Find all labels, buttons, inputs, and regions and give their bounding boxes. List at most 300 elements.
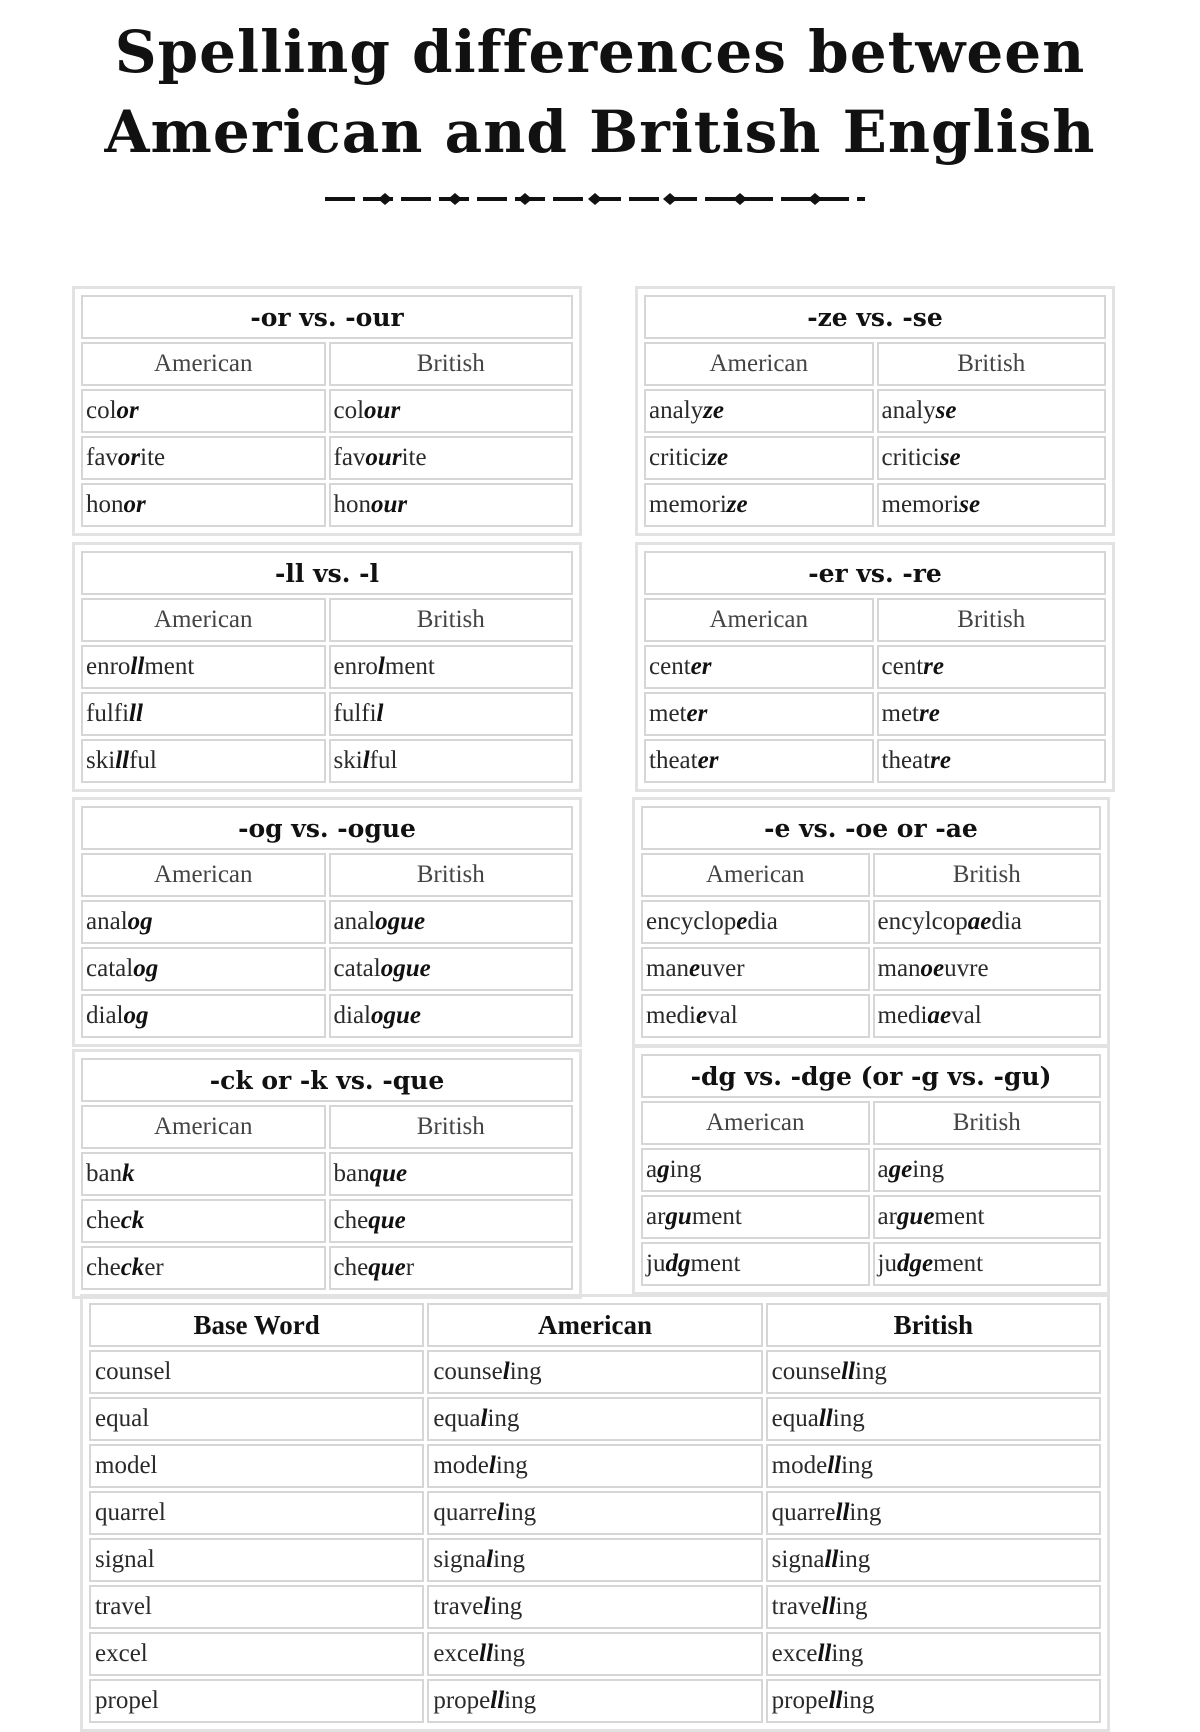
table-row — [89, 1491, 1101, 1535]
highlighted-ending: l — [488, 1452, 496, 1479]
stem: ski — [333, 747, 363, 774]
highlighted-ending: re — [930, 747, 951, 774]
highlighted-ending: oe — [920, 955, 945, 982]
highlighted-ending: que — [368, 1254, 406, 1281]
american-word — [81, 645, 326, 689]
highlighted-ending: l — [362, 747, 370, 774]
stem: fav — [86, 444, 118, 471]
title-line-2: American and British English — [104, 98, 1096, 166]
stem: ar — [877, 1203, 897, 1230]
american-word — [81, 947, 326, 991]
base-word: counsel — [89, 1350, 424, 1394]
stem: analy — [881, 397, 936, 424]
stem: fulfi — [333, 700, 377, 727]
british-word — [766, 1538, 1101, 1582]
stem: hon — [333, 491, 371, 518]
stem: ar — [646, 1203, 666, 1230]
american-word — [427, 1444, 762, 1488]
stem: catal — [86, 955, 134, 982]
title-line-1: Spelling differences between — [114, 18, 1086, 86]
stem: quarre — [771, 1499, 836, 1526]
american-word — [644, 483, 874, 527]
highlighted-ending: our — [371, 491, 408, 518]
stem: memori — [649, 491, 727, 518]
suffix: ing — [504, 1499, 537, 1526]
british-word — [329, 389, 574, 433]
highlighted-ending: l — [502, 1358, 510, 1385]
highlighted-ending: ogue — [375, 908, 426, 935]
box-heading: -e vs. -oe or -ae — [641, 806, 1101, 850]
highlighted-ending: ll — [818, 1405, 833, 1432]
spelling-box — [632, 797, 1110, 1047]
american-word — [641, 994, 870, 1038]
stem: signa — [771, 1546, 825, 1573]
stem: a — [646, 1156, 658, 1183]
suffix: ing — [490, 1593, 523, 1620]
highlighted-ending: que — [368, 1207, 406, 1234]
american-word — [644, 389, 874, 433]
highlighted-ending: l — [486, 1546, 494, 1573]
stem: man — [646, 955, 690, 982]
stem: analy — [649, 397, 704, 424]
highlighted-ending: gu — [665, 1203, 692, 1230]
stem: che — [333, 1207, 369, 1234]
base-word: travel — [89, 1585, 424, 1629]
american-word — [427, 1397, 762, 1441]
stem: a — [877, 1156, 889, 1183]
suffix: dia — [747, 908, 778, 935]
stem: mode — [433, 1452, 489, 1479]
british-word — [329, 692, 574, 736]
highlighted-ending: dge — [896, 1250, 934, 1277]
british-word — [329, 947, 574, 991]
british-word — [877, 436, 1107, 480]
box-heading: -ck or -k vs. -que — [81, 1058, 573, 1102]
highlighted-ending: ze — [726, 491, 748, 518]
table-row — [81, 692, 573, 736]
highlighted-ending: ll — [479, 1640, 494, 1667]
british-word — [766, 1585, 1101, 1629]
stem: col — [86, 397, 117, 424]
highlighted-ending: or — [123, 491, 146, 518]
table-row — [81, 389, 573, 433]
highlighted-ending: ge — [888, 1156, 913, 1183]
spelling-box — [72, 286, 582, 536]
british-word — [873, 900, 1102, 944]
american-word — [81, 994, 326, 1038]
suffix: r — [405, 1254, 415, 1281]
highlighted-ending: og — [123, 1002, 149, 1029]
suffix: ful — [129, 747, 157, 774]
highlighted-ending: ll — [828, 1687, 843, 1714]
highlighted-ending: e — [689, 955, 701, 982]
stem: anal — [333, 908, 376, 935]
highlighted-ending: er — [697, 747, 719, 774]
table-row — [644, 645, 1106, 689]
table-row — [641, 1148, 1101, 1192]
highlighted-ending: ze — [707, 444, 729, 471]
british-word — [877, 692, 1107, 736]
british-word — [766, 1350, 1101, 1394]
highlighted-ending: re — [919, 700, 940, 727]
table-row — [81, 436, 573, 480]
stem: medi — [877, 1002, 928, 1029]
highlighted-ending: ogue — [380, 955, 431, 982]
spelling-box — [635, 542, 1115, 792]
stem: exce — [433, 1640, 480, 1667]
british-word — [766, 1397, 1101, 1441]
suffix: ing — [493, 1546, 526, 1573]
stem: enro — [333, 653, 378, 680]
highlighted-ending: re — [923, 653, 944, 680]
stem: ski — [86, 747, 116, 774]
american-column-header: American — [81, 1105, 326, 1149]
highlighted-ending: ae — [967, 908, 992, 935]
british-word — [329, 994, 574, 1038]
ornamental-divider — [325, 192, 865, 206]
stem: fav — [333, 444, 366, 471]
stem: ju — [646, 1250, 666, 1277]
suffix: dia — [991, 908, 1022, 935]
british-word — [329, 436, 574, 480]
american-word — [81, 692, 326, 736]
highlighted-ending: l — [483, 1593, 491, 1620]
highlighted-ending: ll — [129, 700, 143, 727]
suffix: ing — [854, 1358, 887, 1385]
base-word: model — [89, 1444, 424, 1488]
stem: equa — [433, 1405, 481, 1432]
stem: signa — [433, 1546, 487, 1573]
american-word — [81, 900, 326, 944]
suffix: ful — [369, 747, 398, 774]
highlighted-ending: ll — [130, 653, 145, 680]
base-word: quarrel — [89, 1491, 424, 1535]
highlighted-ending: ae — [927, 1002, 952, 1029]
highlighted-ending: our — [365, 444, 402, 471]
stem: mode — [771, 1452, 828, 1479]
british-word — [877, 483, 1107, 527]
highlighted-ending: og — [133, 955, 159, 982]
highlighted-ending: our — [364, 397, 401, 424]
stem: critici — [649, 444, 708, 471]
suffix: ing — [495, 1452, 528, 1479]
suffix: ment — [690, 1250, 741, 1277]
suffix: ing — [849, 1499, 882, 1526]
suffix: ment — [144, 653, 195, 680]
table-row — [89, 1397, 1101, 1441]
american-word — [427, 1679, 762, 1723]
american-column-header: American — [81, 853, 326, 897]
table-row — [89, 1444, 1101, 1488]
stem: encylcop — [877, 908, 968, 935]
table-row — [89, 1538, 1101, 1582]
highlighted-ending: l — [377, 653, 385, 680]
table-row — [89, 1585, 1101, 1629]
table-row — [641, 900, 1101, 944]
highlighted-ending: ze — [703, 397, 724, 424]
british-word — [873, 1148, 1102, 1192]
suffix: ite — [140, 444, 166, 471]
british-column-header: British — [877, 342, 1107, 386]
american-word — [644, 692, 874, 736]
american-column-header: American — [644, 342, 874, 386]
highlighted-ending: er — [686, 700, 708, 727]
suffix: ing — [832, 1405, 865, 1432]
american-word — [644, 739, 874, 783]
suffix: ment — [384, 653, 435, 680]
american-word — [81, 389, 326, 433]
highlighted-ending: or — [116, 397, 139, 424]
highlighted-ending: se — [959, 491, 981, 518]
stem: col — [333, 397, 365, 424]
table-row — [81, 900, 573, 944]
spelling-box — [635, 286, 1115, 536]
stem: ju — [877, 1250, 897, 1277]
highlighted-ending: se — [935, 397, 957, 424]
table-row — [89, 1679, 1101, 1723]
suffix: ing — [493, 1640, 525, 1667]
british-column-header: British — [329, 598, 574, 642]
suffix: ing — [841, 1452, 874, 1479]
table-row — [644, 483, 1106, 527]
american-word — [81, 436, 326, 480]
highlighted-ending: ll — [817, 1640, 832, 1667]
american-word — [81, 483, 326, 527]
highlighted-ending: l — [480, 1405, 488, 1432]
american-word — [81, 739, 326, 783]
table-row — [81, 947, 573, 991]
stem: anal — [86, 908, 128, 935]
suffix: ing — [509, 1358, 542, 1385]
box-heading: -ze vs. -se — [644, 295, 1106, 339]
highlighted-ending: og — [127, 908, 153, 935]
table-row — [81, 1199, 573, 1243]
table-row — [81, 1246, 573, 1290]
table-row — [644, 692, 1106, 736]
american-word — [427, 1585, 762, 1629]
stem: theat — [881, 747, 931, 774]
british-column-header: British — [877, 598, 1107, 642]
spelling-box — [72, 797, 582, 1047]
stem: exce — [771, 1640, 818, 1667]
suffix: ment — [691, 1203, 742, 1230]
base-word: signal — [89, 1538, 424, 1582]
british-word — [329, 483, 574, 527]
american-column-header: American — [641, 1101, 870, 1145]
stem: theat — [649, 747, 698, 774]
highlighted-ending: g — [657, 1156, 670, 1183]
box-heading: -or vs. -our — [81, 295, 573, 339]
table-row — [81, 994, 573, 1038]
column-header: American — [427, 1303, 762, 1347]
american-column-header: American — [81, 598, 326, 642]
table-row — [644, 436, 1106, 480]
stem: catal — [333, 955, 381, 982]
highlighted-ending: or — [117, 444, 141, 471]
stem: che — [86, 1207, 121, 1234]
highlighted-ending: ll — [835, 1499, 850, 1526]
british-column-header: British — [329, 1105, 574, 1149]
table-row — [641, 1195, 1101, 1239]
highlighted-ending: ll — [821, 1593, 836, 1620]
american-word — [641, 900, 870, 944]
stem: prope — [433, 1687, 491, 1714]
column-header: Base Word — [89, 1303, 424, 1347]
highlighted-ending: er — [690, 653, 712, 680]
suffix: uvre — [944, 955, 989, 982]
suffix: uver — [700, 955, 745, 982]
stem: met — [881, 700, 919, 727]
base-word: propel — [89, 1679, 424, 1723]
stem: cent — [881, 653, 924, 680]
american-word — [641, 1242, 870, 1286]
stem: che — [333, 1254, 369, 1281]
stem: man — [877, 955, 921, 982]
highlighted-ending: ll — [490, 1687, 505, 1714]
british-word — [329, 1152, 574, 1196]
british-word — [873, 1242, 1102, 1286]
highlighted-ending: se — [939, 444, 961, 471]
stem: dial — [333, 1002, 371, 1029]
highlighted-ending: l — [497, 1499, 505, 1526]
american-word — [427, 1538, 762, 1582]
box-heading: -er vs. -re — [644, 551, 1106, 595]
american-word — [641, 1148, 870, 1192]
stem: che — [86, 1254, 121, 1281]
suffix: ing — [669, 1156, 702, 1183]
table-row — [641, 1242, 1101, 1286]
table-row — [641, 947, 1101, 991]
suffix: ing — [831, 1640, 864, 1667]
stem: quarre — [433, 1499, 498, 1526]
table-row — [81, 645, 573, 689]
doubling-table — [80, 1294, 1110, 1732]
suffix: ing — [835, 1593, 868, 1620]
british-word — [877, 645, 1107, 689]
british-word — [329, 900, 574, 944]
highlighted-ending: ll — [841, 1358, 855, 1385]
stem: ban — [86, 1160, 123, 1187]
american-word — [427, 1491, 762, 1535]
stem: memori — [881, 491, 960, 518]
spelling-box — [72, 1049, 582, 1299]
stem: trave — [771, 1593, 822, 1620]
stem: encyclop — [646, 908, 737, 935]
suffix: val — [951, 1002, 982, 1029]
american-word — [644, 645, 874, 689]
table-row — [81, 739, 573, 783]
suffix: ment — [934, 1203, 985, 1230]
british-word — [873, 994, 1102, 1038]
table-row — [89, 1350, 1101, 1394]
highlighted-ending: dg — [665, 1250, 691, 1277]
american-column-header: American — [644, 598, 874, 642]
suffix: ing — [842, 1687, 875, 1714]
american-word — [81, 1199, 326, 1243]
highlighted-ending: ogue — [371, 1002, 421, 1029]
american-word — [644, 436, 874, 480]
base-word: equal — [89, 1397, 424, 1441]
table-row — [81, 483, 573, 527]
stem: cent — [649, 653, 691, 680]
stem: counse — [771, 1358, 842, 1385]
british-column-header: British — [873, 853, 1102, 897]
british-word — [329, 739, 574, 783]
british-column-header: British — [873, 1101, 1102, 1145]
stem: fulfi — [86, 700, 130, 727]
suffix: ing — [912, 1156, 945, 1183]
british-word — [766, 1632, 1101, 1676]
stem: met — [649, 700, 687, 727]
american-word — [427, 1632, 762, 1676]
stem: medi — [646, 1002, 696, 1029]
suffix: er — [144, 1254, 164, 1281]
suffix: ing — [487, 1405, 520, 1432]
american-column-header: American — [81, 342, 326, 386]
suffix: ing — [504, 1687, 537, 1714]
table-row — [81, 1152, 573, 1196]
spelling-box — [72, 542, 582, 792]
highlighted-ending: ll — [824, 1546, 839, 1573]
page-title — [0, 12, 1200, 172]
british-word — [877, 389, 1107, 433]
american-word — [427, 1350, 762, 1394]
highlighted-ending: k — [122, 1160, 135, 1187]
highlighted-ending: ck — [120, 1254, 145, 1281]
box-heading: -ll vs. -l — [81, 551, 573, 595]
stem: equa — [771, 1405, 819, 1432]
british-column-header: British — [329, 342, 574, 386]
stem: enro — [86, 653, 131, 680]
spelling-box — [632, 1045, 1110, 1295]
british-word — [873, 947, 1102, 991]
highlighted-ending: e — [696, 1002, 708, 1029]
table-row — [644, 389, 1106, 433]
british-word — [766, 1679, 1101, 1723]
british-word — [766, 1491, 1101, 1535]
stem: prope — [771, 1687, 829, 1714]
stem: trave — [433, 1593, 484, 1620]
table-row — [641, 994, 1101, 1038]
british-word — [766, 1444, 1101, 1488]
stem: dial — [86, 1002, 124, 1029]
american-word — [81, 1152, 326, 1196]
british-word — [873, 1195, 1102, 1239]
suffix: ite — [401, 444, 427, 471]
highlighted-ending: gue — [896, 1203, 935, 1230]
highlighted-ending: que — [369, 1160, 408, 1187]
suffix: ing — [838, 1546, 871, 1573]
highlighted-ending: ck — [120, 1207, 145, 1234]
suffix: ment — [933, 1250, 984, 1277]
table-row — [644, 739, 1106, 783]
stem: critici — [881, 444, 940, 471]
highlighted-ending: e — [736, 908, 748, 935]
american-word — [81, 1246, 326, 1290]
highlighted-ending: ll — [115, 747, 130, 774]
table-row — [89, 1632, 1101, 1676]
box-heading: -dg vs. -dge (or -g vs. -gu) — [641, 1054, 1101, 1098]
british-word — [329, 1246, 574, 1290]
american-column-header: American — [641, 853, 870, 897]
british-word — [329, 1199, 574, 1243]
american-word — [641, 947, 870, 991]
stem: hon — [86, 491, 124, 518]
stem: ban — [333, 1160, 370, 1187]
british-column-header: British — [329, 853, 574, 897]
stem: counse — [433, 1358, 503, 1385]
british-word — [329, 645, 574, 689]
